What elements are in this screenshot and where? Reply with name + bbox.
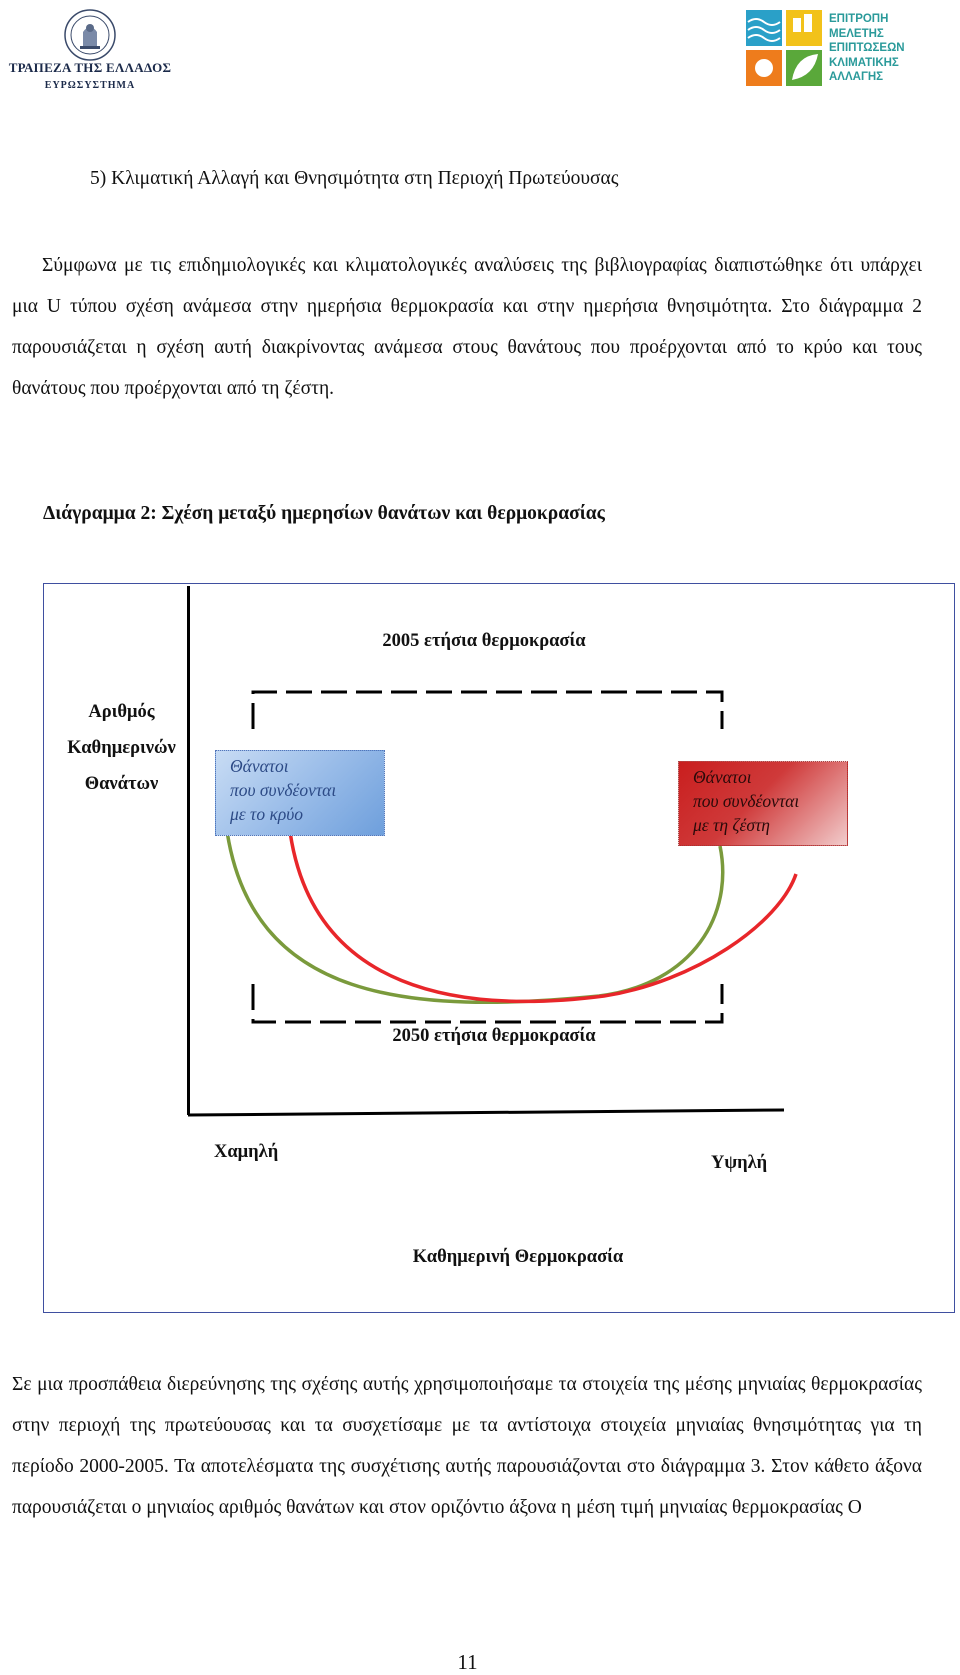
y-axis-label-line: Θανάτων <box>84 774 159 794</box>
y-axis-label-line: Αριθμός <box>88 702 155 722</box>
committee-name <box>829 12 905 85</box>
body-paragraph: Σε μια προσπάθεια διερεύνησης της σχέσης αυτής χρησιμοποιήσαμε τα στοιχεία της μέσης μηνιαίας θερμοκρασίας στην περιοχή της πρωτεύουσας και τα συσχετίσαμε με τα αντίστοιχα στοιχεία μηνιαίας θνησιμότητας για τη περίοδο 2000-2005. Τα αποτελέσματα της συσχέτισης αυτής παρουσιάζονται στο διάγραμμα 3. Στον κάθετο άξονα παρουσιάζεται ο μηνιαίος αριθμός θανάτων και στον οριζόντιο άξονα η μέση τιμή μηνιαίας θερμοκρασίας Ο <box>12 1374 922 1518</box>
committee-line: ΕΠΙΤΡΟΠΗ <box>829 13 889 25</box>
bank-of-greece-logo <box>0 0 180 100</box>
committee-line: ΜΕΛΕΤΗΣ <box>829 27 884 40</box>
curve-2050 <box>226 824 723 1002</box>
bracket-2005 <box>253 692 722 729</box>
x-axis-high-label: Υψηλή <box>711 1153 768 1173</box>
cold-box-line: Θάνατοι <box>230 756 289 776</box>
x-axis-low-label: Χαμηλή <box>214 1142 279 1162</box>
intro-paragraph: Σύμφωνα με τις επιδημιολογικές και κλιματολογικές αναλύσεις της βιβλιογραφίας διαπιστώθηκε ότι υπάρχει μια U τύπου σχέση ανάμεσα στην ημερήσια θερμοκρασία και στην ημερήσια θνησιμότητα. Στο διάγραμμα 2 παρουσιάζεται η σχέση αυτή διακρίνοντας ανάμεσα στους θανάτους που προέρχονται από το κρύο και τους θανάτους που προέρχονται από τη ζέστη. <box>12 255 922 399</box>
committee-line: ΕΠΙΠΤΩΣΕΩΝ <box>829 42 905 54</box>
page-number: 11 <box>457 1650 478 1674</box>
committee-line: ΚΛΙΜΑΤΙΚΗΣ <box>829 56 899 69</box>
x-axis-title: Καθημερινή Θερμοκρασία <box>412 1247 624 1267</box>
cold-box-line: με το κρύο <box>230 804 304 824</box>
label-2050-annual-temperature: 2050 ετήσια θερμοκρασία <box>392 1026 596 1046</box>
u-curve-diagram <box>43 583 955 1313</box>
hot-box-line: που συνδέονται <box>693 791 800 811</box>
y-axis-label <box>54 694 189 802</box>
cold-box-line: που συνδέονται <box>230 780 337 800</box>
bank-name: ΤΡΑΠΕΖΑ ΤΗΣ ΕΛΛΑΔΟΣ <box>8 60 172 75</box>
heat-deaths-box <box>678 761 848 846</box>
y-axis-label-line: Καθημερινών <box>67 738 176 758</box>
bank-seal-icon <box>63 8 117 62</box>
hot-box-line: Θάνατοι <box>693 767 752 787</box>
label-2005-annual-temperature: 2005 ετήσια θερμοκρασία <box>382 631 586 651</box>
figure-title: Διάγραμμα 2: Σχέση μεταξύ ημερησίων θανάτων και θερμοκρασίας <box>43 503 605 524</box>
x-axis <box>188 1110 784 1115</box>
hot-box-line: με τη ζέστη <box>693 815 770 835</box>
cold-deaths-box <box>215 750 385 836</box>
committee-line: ΑΛΛΑΓΗΣ <box>829 71 884 83</box>
committee-emblem-icon <box>746 10 824 88</box>
section-title: 5) Κλιματική Αλλαγή και Θνησιμότητα στη Περιοχή Πρωτεύουσας <box>90 168 619 189</box>
bank-subtitle: ΕΥΡΩΣΥΣΤΗΜΑ <box>44 80 136 91</box>
climate-committee-logo <box>746 10 946 94</box>
